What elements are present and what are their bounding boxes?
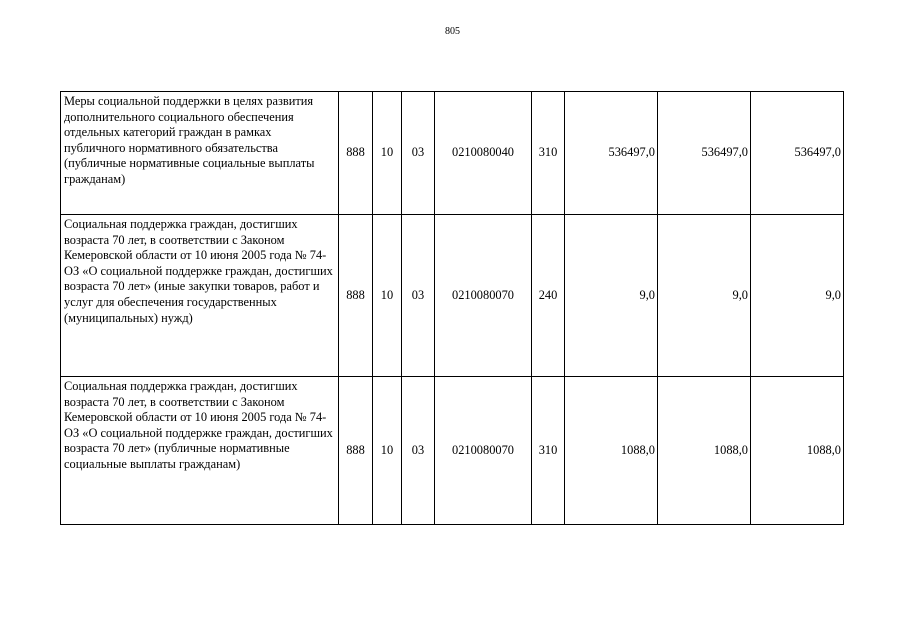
row-description: Социальная поддержка граждан, достигших возраста 70 лет, в соответствии с Законом Кемеровской области от 10 июня 2005 года № 74-ОЗ «О социальной поддержке граждан, достигших возраста 70 лет» (иные закупки товаров, работ и услуг для обеспечения государственных (муниципальных) нужд) xyxy=(61,215,339,377)
amount-1: 9,0 xyxy=(565,215,658,377)
subsection-code: 03 xyxy=(402,215,435,377)
target-article-code: 0210080070 xyxy=(435,215,532,377)
row-description: Социальная поддержка граждан, достигших возраста 70 лет, в соответствии с Законом Кемеровской области от 10 июня 2005 года № 74-ОЗ «О социальной поддержке граждан, достигших возраста 70 лет» (публичные нормативные социальные выплаты гражданам) xyxy=(61,377,339,525)
table-row xyxy=(61,377,844,525)
subsection-code: 03 xyxy=(402,92,435,215)
amount-3: 9,0 xyxy=(751,215,844,377)
table-row xyxy=(61,92,844,215)
subsection-code: 03 xyxy=(402,377,435,525)
amount-2: 1088,0 xyxy=(658,377,751,525)
ministry-code: 888 xyxy=(339,215,373,377)
ministry-code: 888 xyxy=(339,92,373,215)
amount-2: 9,0 xyxy=(658,215,751,377)
expense-type-code: 240 xyxy=(532,215,565,377)
section-code: 10 xyxy=(373,215,402,377)
budget-table xyxy=(60,91,844,525)
row-description: Меры социальной поддержки в целях развития дополнительного социального обеспечения отдельных категорий граждан в рамках публичного нормативного обязательства (публичные нормативные социальные выплаты гражданам) xyxy=(61,92,339,215)
expense-type-code: 310 xyxy=(532,377,565,525)
table-row xyxy=(61,215,844,377)
target-article-code: 0210080070 xyxy=(435,377,532,525)
page-number: 805 xyxy=(445,26,460,37)
ministry-code: 888 xyxy=(339,377,373,525)
amount-3: 1088,0 xyxy=(751,377,844,525)
section-code: 10 xyxy=(373,377,402,525)
amount-1: 536497,0 xyxy=(565,92,658,215)
amount-3: 536497,0 xyxy=(751,92,844,215)
target-article-code: 0210080040 xyxy=(435,92,532,215)
section-code: 10 xyxy=(373,92,402,215)
amount-2: 536497,0 xyxy=(658,92,751,215)
amount-1: 1088,0 xyxy=(565,377,658,525)
expense-type-code: 310 xyxy=(532,92,565,215)
